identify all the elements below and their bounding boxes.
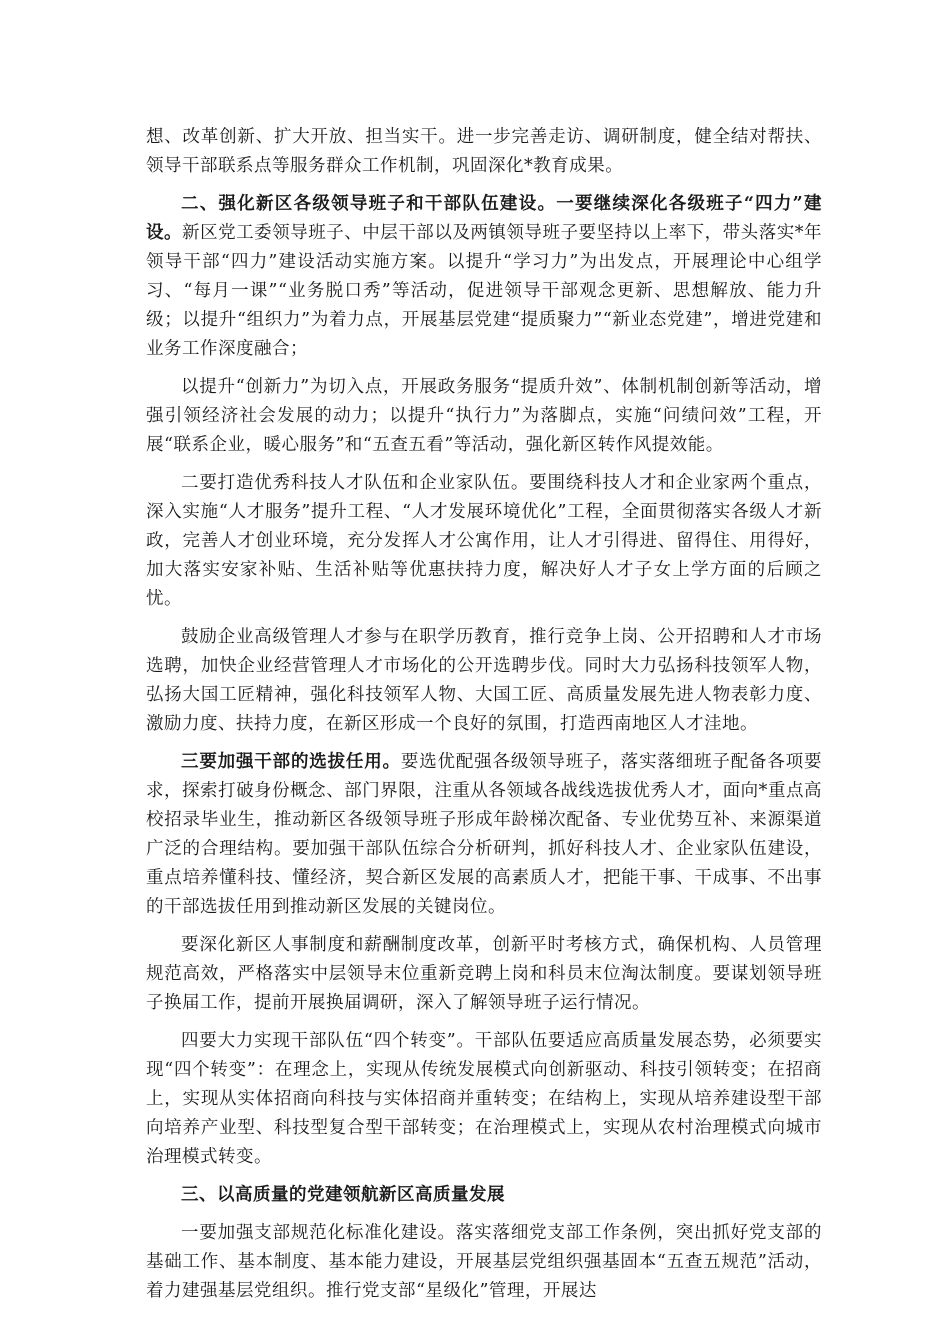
paragraph (146, 469, 822, 614)
cadre-selection-paragraph (146, 748, 822, 922)
section-two-heading: 二、强化新区各级领导班子和干部队伍建设。一要继续深化各级班子“四力”建设。 (146, 194, 822, 243)
paragraph-text: 新区党工委领导班子、中层干部以及两镇领导班子要坚持以上率下，带头落实*年领导干部“四力”建设活动实施方案。以提升“学习力”为出发点，开展理论中心组学习、“每月一课”“业务脱口秀”等活动，促进领导干部观念更新、思想解放、能力升级；以提升“组织力”为着力点，开展基层党建“提质聚力”“新业态党建”，增进党建和业务工作深度融合； (146, 223, 823, 359)
paragraph-text: 要深化新区人事制度和薪酬制度改革，创新平时考核方式，确保机构、人员管理规范高效，严格落实中层领导末位重新竞聘上岗和科员末位淘汰制度。要谋划领导班子换届工作，提前开展换届调研，深入了解领导班子运行情况。 (146, 935, 822, 1013)
section-three-title: 三、以高质量的党建领航新区高质量发展 (181, 1185, 505, 1205)
paragraph-text: 一要加强支部规范化标准化建设。落实落细党支部工作条例，突出抓好党支部的基础工作、基本制度、基本能力建设，开展基层党组织强基固本“五查五规范”活动，着力建强基层党组织。推行党支部“星级化”管理，开展达 (146, 1223, 822, 1301)
paragraph-text: 以提升“创新力”为切入点，开展政务服务“提质升效”、体制机制创新等活动，增强引领经济社会发展的动力；以提升“执行力”为落脚点，实施“问绩问效”工程，开展“联系企业，暖心服务”和“五查五看”等活动，强化新区转作风提效能。 (146, 377, 822, 455)
document-page (146, 123, 822, 1306)
paragraph-continued (146, 123, 822, 181)
paragraph (146, 1219, 822, 1306)
cadre-selection-heading: 三要加强干部的选拔任用。 (181, 752, 401, 772)
paragraph (146, 1027, 822, 1172)
paragraph (146, 623, 822, 739)
section-three-heading (146, 1181, 822, 1210)
paragraph-text: 二要打造优秀科技人才队伍和企业家队伍。要围绕科技人才和企业家两个重点，深入实施“人才服务”提升工程、“人才发展环境优化”工程，全面贯彻落实各级人才新政，完善人才创业环境，充分发挥人才公寓作用，让人才引得进、留得住、用得好，加大落实安家补贴、生活补贴等优惠扶持力度，解决好人才子女上学方面的后顾之忧。 (146, 473, 822, 609)
section-two-paragraph (146, 190, 822, 364)
paragraph (146, 931, 822, 1018)
paragraph (146, 373, 822, 460)
paragraph-text: 想、改革创新、扩大开放、担当实干。进一步完善走访、调研制度，健全结对帮扶、领导干部联系点等服务群众工作机制，巩固深化*教育成果。 (146, 127, 822, 176)
paragraph-text: 要选优配强各级领导班子，落实落细班子配备各项要求，探索打破身份概念、部门界限，注重从各领域各战线选拔优秀人才，面向*重点高校招录毕业生，推动新区各级领导班子形成年龄梯次配备、专业优势互补、来源渠道广泛的合理结构。要加强干部队伍综合分析研判，抓好科技人才、企业家队伍建设，重点培养懂科技、懂经济，契合新区发展的高素质人才，把能干事、干成事、不出事的干部选拔任用到推动新区发展的关键岗位。 (146, 752, 823, 917)
paragraph-text: 四要大力实现干部队伍“四个转变”。干部队伍要适应高质量发展态势，必须要实现“四个转变”：在理念上，实现从传统发展模式向创新驱动、科技引领转变；在招商上，实现从实体招商向科技与实体招商并重转变；在结构上，实现从培养建设型干部向培养产业型、科技型复合型干部转变；在治理模式上，实现从农村治理模式向城市治理模式转变。 (146, 1031, 822, 1167)
paragraph-text: 鼓励企业高级管理人才参与在职学历教育，推行竞争上岗、公开招聘和人才市场选聘，加快企业经营管理人才市场化的公开选聘步伐。同时大力弘扬科技领军人物，弘扬大国工匠精神，强化科技领军人物、大国工匠、高质量发展先进人物表彰力度、激励力度、扶持力度，在新区形成一个良好的氛围，打造西南地区人才洼地。 (146, 627, 822, 734)
